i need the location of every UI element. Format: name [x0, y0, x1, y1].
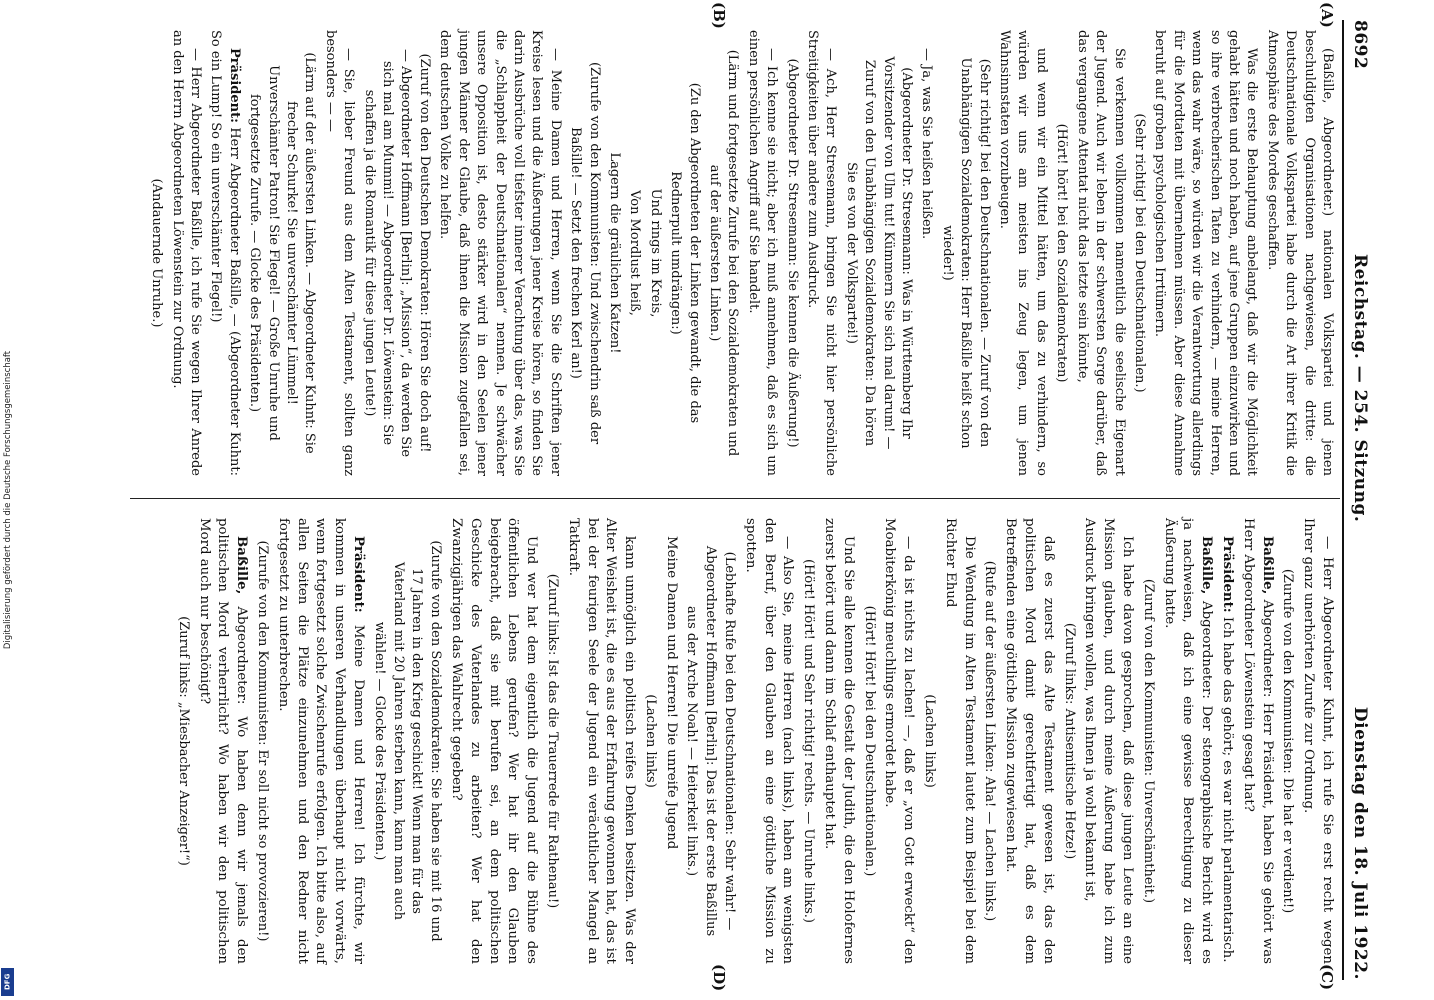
speech-paragraph [206, 30, 243, 476]
interjection: (Zurufe von den Sozialdemokraten: Sie haben sie mit 16 und 17 Jahren in den Krieg geschickt! Wenn man für das Vaterland mit 20 Jahren sterben kann, kann man auch wählen! — Glocke des Präsidenten.) [371, 540, 444, 942]
speaker-name: Präsident: [1220, 536, 1236, 613]
dfg-logo: DFG [1, 968, 14, 996]
speaker-name: Präsident: [350, 536, 366, 613]
speech-paragraph [1238, 518, 1276, 964]
interjection: (Zurufe von den Kommunisten: Er soll nicht so provozieren!) [254, 540, 270, 942]
speaker-name: Baßille, [1199, 536, 1215, 595]
interjection: (Abgeordneter Dr. Stresemann: Sie kennen die Äußerung!) [784, 58, 800, 448]
text-paragraph: Die Wendung im Alten Testament lautet zum Beispiel bei dem Richter Ehud [942, 518, 977, 964]
margin-mark-a: (A) [1318, 2, 1336, 28]
speech-text: Abgeordneter: Wo haben denn wir jemals den politischen Mord verherrlicht? Wo haben wir den politischen Mord auch nur beschönigt? [196, 518, 250, 964]
interjection: (Zuruf links: „Miesbacher Anzeiger!“) [175, 616, 191, 866]
verse-line: Und rings im Kreis, [647, 188, 663, 318]
speech-text: Abgeordneter: Der stenographische Bericht wird es ja nachweisen, daß ich eine gewisse Berechtigung zu dieser Äußerung hatte. [1161, 518, 1215, 964]
interjection: (Hört! Hört! und Sehr richtig! rechts. — Unruhe links.) [801, 559, 817, 923]
text-paragraph: — da ist nichts zu lachen! —, daß er „von Gott erweckt“ den Moabiterkönig meuchlings ermordet habe. [882, 518, 917, 964]
interjection: (Zuruf links: Ist das die Trauerrede für Rathenau!) [544, 573, 560, 909]
text-paragraph: — Ach, Herr Stresemann, bringen Sie nicht hier persönliche Streitigkeiten über andere zum Ausdruck. [805, 30, 839, 476]
text-paragraph: Und Sie alle kennen die Gestalt der Judith, die den Holofernes zuerst betört und dann im Schlaf enthauptet hat. [822, 518, 856, 964]
text-paragraph: Meine Damen und Herren! Die unreife Jugend [663, 536, 679, 850]
interjection: (Zurufe von den Kommunisten: Die hat er verdient!) [1280, 568, 1296, 914]
margin-mark-b: (B) [710, 2, 728, 29]
text-paragraph: Was die erste Behauptung anbelangt, daß wir die Möglichkeit gehabt hätten und noch haben, auf jene Gruppen einzuwirken und so ihre verbrecherischen Taten zu verhindern, — meine Herren, wenn das wahr wäre, so würden wir die Verantwortung allerdings für die Mordtaten mit übernehmen müssen. Aber diese Annahme beruht auf groben psychologischen Irrtümern. [1152, 30, 1260, 476]
text-paragraph: — Herr Abgeordneter Kuhnt, ich rufe Sie erst recht wegen Ihrer ganz unerhörten Zurufe zur Ordnung. [1301, 518, 1335, 964]
text-paragraph: — Ja, was Sie heißen heißen. [919, 48, 935, 240]
text-paragraph: Ich habe davon gesprochen, daß diese jungen Leute an eine Mission glauben, und durch meine Äußerung habe ich zum Ausdruck bringen wollen, was Ihnen ja wohl bekannt ist, [1082, 518, 1136, 964]
credit-strip [0, 0, 16, 1000]
text-paragraph: und wenn wir ein Mittel hätten, um das zu verhindern, so würden wir uns am meisten ins Zeug legen, um jenen Wahnsinnstaten vorzubeugen. [997, 30, 1049, 476]
margin-mark-d: (D) [710, 964, 728, 992]
interjection: (Abgeordneter Dr. Stresemann: Was in Württemberg Ihr Vorsitzender von Ulm tut! Kümmern Sie sich mal darum! — Zuruf von den Unabhängigen Sozialdemokraten: Da hören Sie es von der Volkspartei!) [843, 56, 915, 450]
speech-paragraph [1217, 518, 1236, 964]
text-paragraph: — Sie, lieber Freund aus dem Alten Testament, sollten ganz besonders — — [322, 30, 357, 476]
text-paragraph: Und wer hat dem eigentlich die Jugend auf die Bühne des öffentlichen Lebens gerufen? Wer hat ihr den Glauben beigebracht, daß sie mit berufen sei, an dem politischen Geschicke des Vaterlandes zu arbeiten? Wer hat den Zwanzigjährigen das Wahlrecht gegeben? [448, 518, 540, 964]
interjection: (Zuruf von den Deutschen Demokraten: Hören Sie doch auf! — Abgeordneter Hoffmann [Berlin]: „Mission“, da werden Sie sich mal am Mummi! — Abgeordneter Dr. Löwenstein: Sie schaffen ja die Romantik für diese jungen Leute!) [361, 48, 432, 458]
speaker-name: Baßille, [1259, 536, 1275, 595]
text-paragraph: (Baßille, Abgeordneter.) nationalen Volkspartei und jenen beschuldigten Organisationen nachgewiesen, die dritte: die Deutschnationale Volkspartei habe durch die Art ihrer Kritik die Atmosphäre des Mordes geschaffen. [1264, 30, 1335, 476]
document-stage [120, 0, 1380, 1000]
left-column [145, 30, 1336, 476]
text-paragraph: Sie verkennen vollkommen namentlich die seelische Eigenart der Jugend. Auch wir leben in der schwersten Sorge darüber, daß das vergangene Attentat nicht das letzte sein könnte, [1074, 30, 1127, 476]
interjection: (Lebhafte Rufe bei den Deutschnationalen: Sehr wahr! — Abgeordneter Hoffmann [Berlin]: Das ist der erste Baßillus aus der Arche Noah! — Heiterkeit links.) [684, 545, 738, 937]
page-number: 8692 [1350, 20, 1370, 70]
right-column [171, 518, 1336, 964]
interjection: (Sehr richtig! bei den Deutschnationalen. — Zuruf von den Unabhängigen Sozialdemokraten: Herr Baßille heißt schon wieder!) [939, 57, 992, 449]
verse-line: Lagern die gräulichen Katzen! [606, 152, 622, 354]
interjection: (Lärm und fortgesetzte Zurufe bei den Sozialdemokraten und auf der äußersten Linken.) [707, 49, 741, 457]
margin-mark-c: (C) [1318, 964, 1336, 991]
page-header [1350, 20, 1376, 980]
interjection: (Lachen links) [642, 694, 658, 788]
interjection: (Zu den Abgeordneten der Linken gewandt, die das Rednerpult umdrängen:) [668, 82, 702, 424]
text-paragraph: — Meine Damen und Herren, wenn Sie die Schriften jener Kreise lesen und die Äußerungen jener Kreise hören, so finden Sie darin Ausbrüche voll tiefster innerer Verachtung über das, was Sie die „Schlappheit der Deutschnationalen“ nennen. Je schwächer unsere Opposition ist, desto stärker wird in den Seelen jener jungen Männer der Glaube, daß ihnen die Mission zugefallen sei, dem deutschen Volke zu helfen. [437, 30, 563, 476]
interjection: (Zurufe von den Kommunisten: Und zwischendrin saß der Baßille! — Setzt den frechen Kerl an!) [568, 61, 602, 445]
page-date: Dienstag den 18. Juli 1922. [1350, 706, 1370, 980]
text-paragraph: daß es zuerst das Alte Testament gewesen ist, das den politischen Mord damit gerechtfertigt hat, daß es dem Betreffenden eine göttliche Mission zugewiesen hat. [1003, 518, 1056, 964]
interjection: (Zuruf links: Antisemitische Hetze!) [1061, 622, 1077, 860]
interjection: (Andauernde Unruhe.) [149, 178, 165, 328]
text-paragraph: — Herr Abgeordneter Baßille, ich rufe Sie wegen Ihrer Anrede an den Herrn Abgeordneten Löwenstein zur Ordnung. [169, 30, 204, 476]
speaker-name: Präsident: [226, 48, 242, 123]
credit-text: Digitalisierung gefördert durch die Deutsche Forschungsgemeinschaft [3, 350, 13, 650]
interjection: (Rufe auf der äußersten Linken: Aha! — Lachen links.) [982, 560, 998, 922]
verse-line: Von Mordlust heiß, [627, 190, 643, 316]
header-rule [1342, 20, 1344, 980]
text-paragraph: kann unmöglich ein politisch reifes Denken besitzen. Was der Alter Weisheit ist, die es aus der Erfahrung gewonnen hat, das ist bei der feurigen Seele der Jugend ein verächtlicher Mangel an Tatkraft. [565, 518, 638, 964]
page-title: Reichstag. — 254. Sitzung. [1350, 253, 1370, 523]
speech-paragraph [1159, 518, 1215, 964]
column-divider [130, 498, 1340, 499]
interjection: (Zuruf von den Kommunisten: Unverschämtheit.) [1140, 578, 1156, 904]
text-paragraph: — Also Sie, meine Herren (nach links), haben am wenigsten den Beruf, über den Glauben an eine göttliche Mission zu spotten. [742, 518, 796, 964]
speech-text: Meine Damen und Herren! Ich fürchte, wir kommen in unseren Verhandlungen überhaupt nicht vorwärts, wenn fortgesetzt solche Zwischenrufe erfolgen. Ich bitte also, auf allen Seiten die Plätze einzunehmen und den Redner nicht fortgesetzt zu unterbrechen. [275, 518, 366, 964]
speech-text: Abgeordneter: Herr Präsident, haben Sie gehört was Herr Abgeordneter Löwenstein gesagt hat? [1240, 518, 1275, 964]
speech-text: Ich habe das gehört; es war nicht parlamentarisch. [1220, 616, 1236, 963]
speaker-name: Baßille, [234, 536, 250, 595]
interjection: (Sehr richtig! bei den Deutschnationalen.) [1131, 113, 1147, 393]
speech-text: Herr Abgeordneter Baßille, — (Abgeordneter Kuhnt: So ein Lump! So ein unverschämter Flegel!) [208, 30, 242, 476]
interjection: (Lachen links) [922, 694, 938, 788]
interjection: (Hört! hört! bei den Sozialdemokraten) [1054, 123, 1070, 383]
document-page [120, 0, 1380, 1000]
speech-paragraph [273, 518, 367, 964]
interjection: (Hört! Hört! bei den Deutschnationalen.) [861, 605, 877, 877]
text-paragraph: — Ich kenne sie nicht; aber ich muß annehmen, daß es sich um einen persönlichen Angriff auf Sie handelt. [745, 30, 780, 476]
speech-paragraph [194, 518, 250, 964]
interjection: (Lärm auf der äußersten Linken. — Abgeordneter Kuhnt: Sie frecher Schurke! Sie unverschämter Lümmel! Unverschämter Patron! Sie Flegel! — Große Unruhe und fortgesetzte Zurufe. — Glocke des Präsidenten.) [247, 52, 318, 454]
